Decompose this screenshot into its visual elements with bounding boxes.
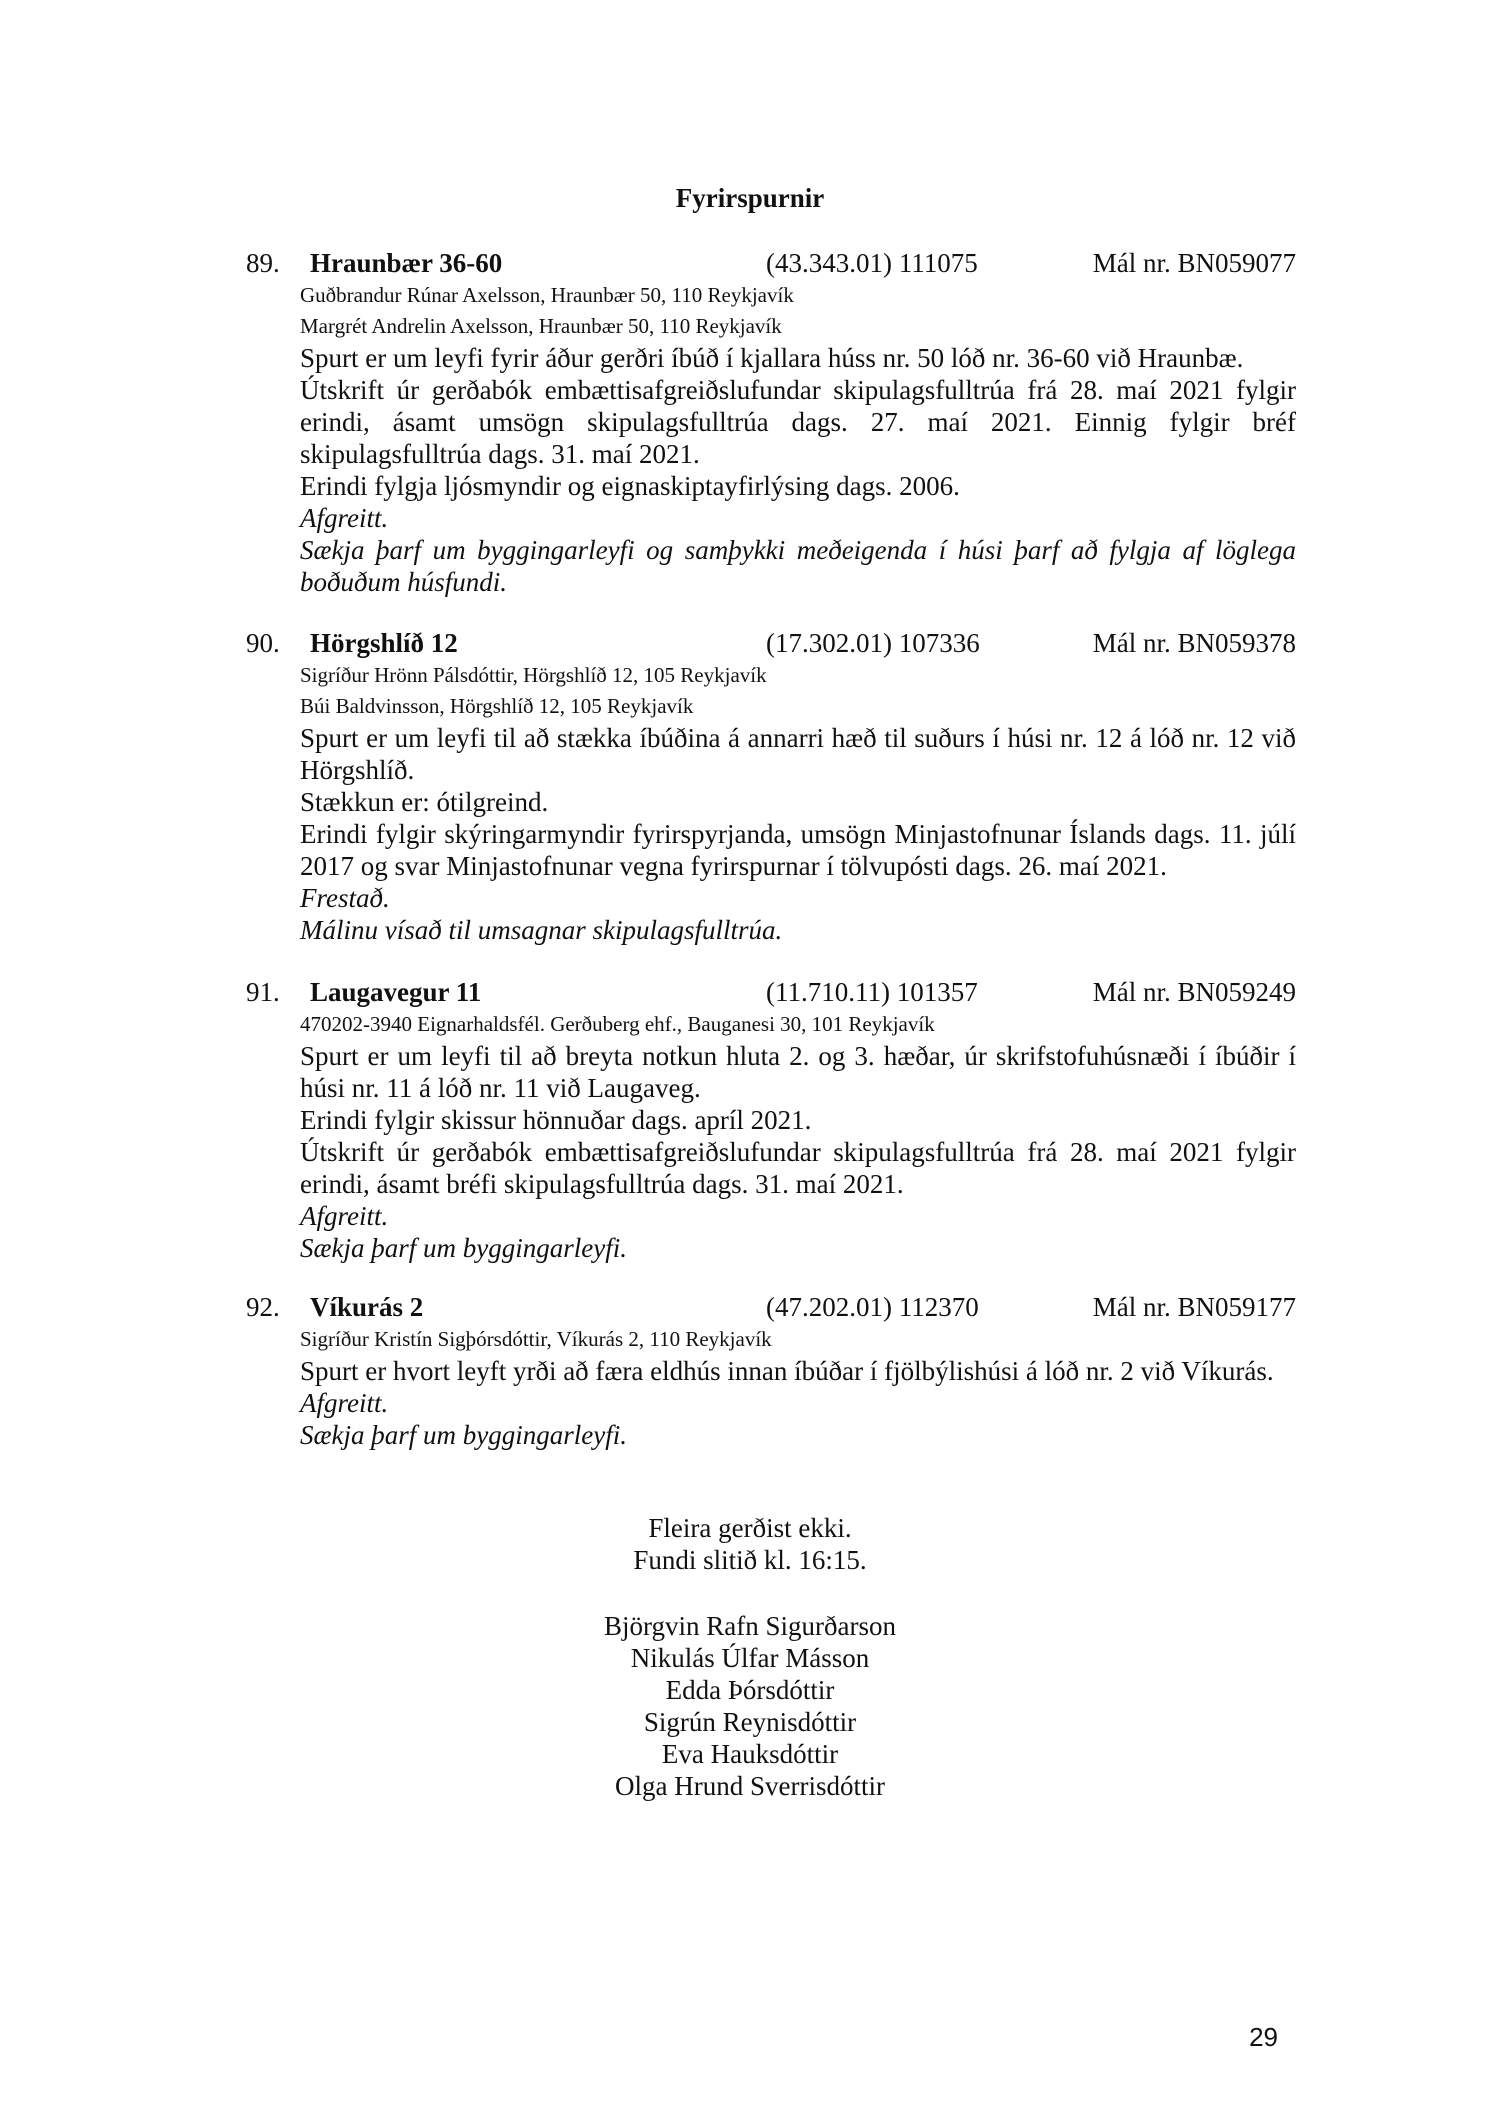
signatory: Olga Hrund Sverrisdóttir (615, 1771, 885, 1801)
item-header (246, 975, 1296, 1009)
item-number: 89. (246, 248, 280, 278)
agenda-item-89 (246, 246, 1296, 598)
item-decision: Afgreitt. (300, 1388, 389, 1418)
item-note: Sækja þarf um byggingarleyfi og samþykki meðeigenda í húsi þarf að fylgja af löglega boðuðum húsfundi. (300, 535, 1296, 597)
item-paragraph: Spurt er um leyfi til að stækka íbúðina á annarri hæð til suðurs í húsi nr. 12 á lóð nr. 12 við Hörgshlíð. (300, 723, 1296, 785)
item-paragraph: Erindi fylgir skissur hönnuðar dags. apríl 2021. (300, 1105, 812, 1135)
item-paragraph: Spurt er um leyfi til að breyta notkun hluta 2. og 3. hæðar, úr skrifstofuhúsnæði í íbúðir í húsi nr. 11 á lóð nr. 11 við Laugaveg. (300, 1041, 1296, 1103)
item-paragraph: Útskrift úr gerðabók embættisafgreiðslufundar skipulagsfulltrúa frá 28. maí 2021 fylgir erindi, ásamt bréfi skipulagsfulltrúa dags. 31. maí 2021. (300, 1137, 1296, 1199)
signatory: Sigrún Reynisdóttir (643, 1707, 857, 1737)
item-reference: (17.302.01) 107336 (766, 628, 980, 658)
item-body (300, 660, 1296, 946)
item-title: Laugavegur 11 (310, 977, 482, 1007)
agenda-item-90 (246, 626, 1296, 946)
applicant: 470202-3940 Eignarhaldsfél. Gerðuberg ehf., Bauganesi 30, 101 Reykjavík (300, 1012, 935, 1036)
item-body (300, 1324, 1296, 1451)
item-paragraph: Spurt er hvort leyft yrði að færa eldhús innan íbúðar í fjölbýlishúsi á lóð nr. 2 við Víkurás. (300, 1356, 1274, 1386)
signatory: Edda Þórsdóttir (665, 1675, 835, 1705)
item-note: Málinu vísað til umsagnar skipulagsfulltrúa. (300, 915, 783, 945)
item-reference: (11.710.11) 101357 (766, 977, 978, 1007)
item-note: Sækja þarf um byggingarleyfi. (300, 1233, 627, 1263)
agenda-item-92 (246, 1290, 1296, 1451)
closing-line: Fleira gerðist ekki. (648, 1513, 852, 1543)
page-number: 29 (1249, 2022, 1278, 2052)
applicant: Margrét Andrelin Axelsson, Hraunbær 50, 110 Reykjavík (300, 314, 782, 338)
item-paragraph: Spurt er um leyfi fyrir áður gerðri íbúð í kjallara húss nr. 50 lóð nr. 36-60 við Hraunbæ. (300, 343, 1244, 373)
signatory: Eva Hauksdóttir (661, 1739, 839, 1769)
signatories (0, 1610, 1500, 1802)
applicant: Guðbrandur Rúnar Axelsson, Hraunbær 50, 110 Reykjavík (300, 283, 794, 307)
item-case-number: Mál nr. BN059177 (1092, 1292, 1296, 1322)
section-title: Fyrirspurnir (675, 183, 825, 213)
item-reference: (43.343.01) 111075 (766, 248, 978, 278)
item-body (300, 1009, 1296, 1264)
item-reference: (47.202.01) 112370 (766, 1292, 979, 1322)
signatory: Nikulás Úlfar Másson (630, 1643, 870, 1673)
closing-line: Fundi slitið kl. 16:15. (633, 1545, 867, 1575)
item-case-number: Mál nr. BN059249 (1092, 977, 1296, 1007)
signatory: Björgvin Rafn Sigurðarson (604, 1611, 896, 1641)
item-number: 92. (246, 1292, 280, 1322)
applicant: Sigríður Kristín Sigþórsdóttir, Víkurás 2, 110 Reykjavík (300, 1327, 772, 1351)
item-header (246, 1290, 1296, 1324)
agenda-item-91 (246, 975, 1296, 1264)
item-paragraph: Erindi fylgja ljósmyndir og eignaskiptayfirlýsing dags. 2006. (300, 471, 960, 501)
item-body (300, 280, 1296, 598)
item-decision: Afgreitt. (300, 1201, 389, 1231)
item-header (246, 626, 1296, 660)
item-header (246, 246, 1296, 280)
item-number: 90. (246, 628, 280, 658)
item-title: Hraunbær 36-60 (310, 248, 503, 278)
item-number: 91. (246, 977, 280, 1007)
applicant: Sigríður Hrönn Pálsdóttir, Hörgshlíð 12, 105 Reykjavík (300, 663, 767, 687)
item-case-number: Mál nr. BN059378 (1092, 628, 1296, 658)
item-title: Hörgshlíð 12 (310, 628, 458, 658)
item-decision: Frestað. (300, 883, 390, 913)
item-case-number: Mál nr. BN059077 (1092, 248, 1296, 278)
item-paragraph: Útskrift úr gerðabók embættisafgreiðslufundar skipulagsfulltrúa frá 28. maí 2021 fylgir erindi, ásamt umsögn skipulagsfulltrúa dags. 27. maí 2021. Einnig fylgir bréf skipulagsfulltrúa dags. 31. maí 2021. (300, 375, 1296, 469)
item-paragraph: Stækkun er: ótilgreind. (300, 787, 549, 817)
item-title: Víkurás 2 (310, 1292, 424, 1322)
item-note: Sækja þarf um byggingarleyfi. (300, 1420, 627, 1450)
meeting-closing (0, 1512, 1500, 1576)
item-decision: Afgreitt. (300, 503, 389, 533)
applicant: Búi Baldvinsson, Hörgshlíð 12, 105 Reykjavík (300, 694, 694, 718)
item-paragraph: Erindi fylgir skýringarmyndir fyrirspyrjanda, umsögn Minjastofnunar Íslands dags. 11. júlí 2017 og svar Minjastofnunar vegna fyrirspurnar í tölvupósti dags. 26. maí 2021. (300, 819, 1296, 881)
